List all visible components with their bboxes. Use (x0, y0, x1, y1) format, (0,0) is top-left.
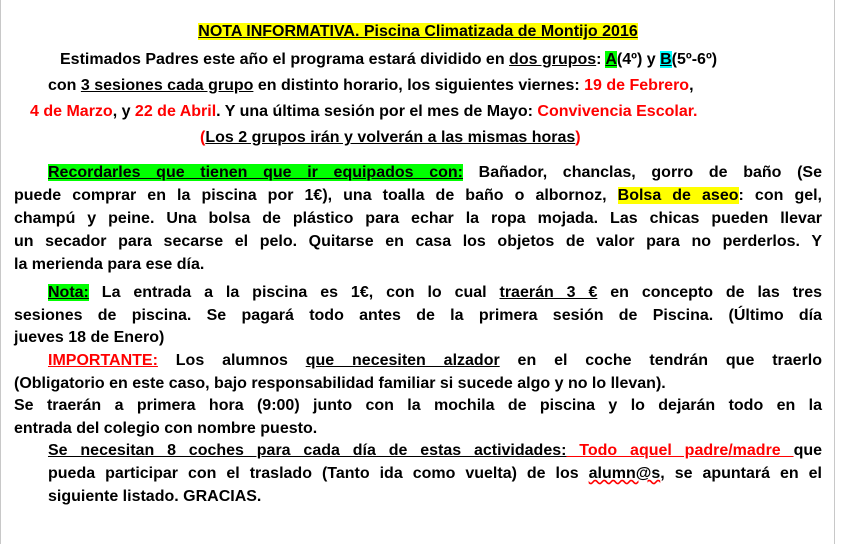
equipment-line-4: un secador para secarse el pelo. Quitarse en casa los objetos de valor para no perderlos. Y (14, 233, 822, 250)
convivencia-escolar: Convivencia Escolar. (537, 103, 698, 120)
nota-line-3: jueves 18 de Enero) (14, 329, 165, 346)
intro-line-2 (48, 76, 822, 98)
intro-text: Estimados Padres este año el programa estará dividido en (60, 51, 510, 68)
coches-line-2 (14, 464, 822, 486)
nota-text: en concepto de las tres (597, 284, 822, 301)
equipment-line-5: la merienda para ese día. (14, 256, 205, 273)
equipment-text: Bañador, chanclas, gorro de baño (Se (463, 164, 823, 181)
group-a-detail: (4º) y (616, 51, 661, 68)
intro-line-1 (60, 50, 822, 72)
date-19-febrero: 19 de Febrero (584, 77, 690, 94)
intro-text: . Y una última sesión por el mes de Mayo: (216, 103, 538, 120)
coches-label: Se necesitan 8 coches para cada día de estas actividades: (48, 442, 567, 459)
nota-line-2: sesiones de piscina. Se pagará todo antes de la primera sesión de Piscina. (Último día (14, 307, 822, 324)
padre-madre-text: Todo aquel padre/madre (566, 442, 794, 459)
equipment-line-3: champú y peine. Una bolsa de plástico para echar la ropa mojada. Las chicas pueden llevar (14, 210, 822, 227)
intro-text: con (48, 77, 81, 94)
page-left-edge (0, 0, 1, 544)
equipment-text: : con gel, (738, 187, 823, 204)
group-b-detail: (5º-6º) (671, 51, 718, 68)
coches-text: que (793, 442, 823, 459)
title-line (14, 22, 822, 44)
page-right-edge (834, 0, 835, 544)
intro-colon: : (596, 51, 606, 68)
date-4-marzo: 4 de Marzo (30, 103, 113, 120)
importante-line-1 (14, 351, 822, 373)
equipment-label: Recordarles que tienen que ir equipados con: (48, 164, 463, 181)
sesiones-text: 3 sesiones cada grupo (80, 77, 254, 94)
page-title: NOTA INFORMATIVA. Piscina Climatizada de Montijo 2016 (198, 23, 638, 40)
paren-open: ( (200, 129, 206, 146)
intro-comma: , (689, 77, 694, 94)
importante-text: en el coche tendrán que traerlo (499, 352, 822, 369)
coches-text: , se apuntará en el (660, 465, 822, 482)
importante-text: Los alumnos (157, 352, 306, 369)
date-22-abril: 22 de Abril (134, 103, 217, 120)
equipment-text: puede comprar en la piscina por 1€), una toalla de baño o albornoz, (14, 187, 618, 204)
importante-line-3: Se traerán a primera hora (9:00) junto con la mochila de piscina y lo dejarán todo en la (14, 397, 822, 414)
intro-line-3 (30, 102, 822, 124)
nota-line-1 (14, 283, 822, 305)
importante-line-4: entrada del colegio con nombre puesto. (14, 420, 318, 437)
traeran-amount: traerán 3 € (499, 284, 598, 301)
nota-label: Nota: (48, 284, 89, 301)
importante-label: IMPORTANTE: (48, 352, 158, 369)
importante-line-2: (Obligatorio en este caso, bajo responsabilidad familiar si sucede algo y no lo llevan). (14, 375, 666, 392)
intro-text: , y (112, 103, 135, 120)
equipment-line-1 (14, 163, 822, 185)
paren-close: ) (575, 129, 581, 146)
intro-text: en distinto horario, los siguientes viernes: (253, 77, 585, 94)
group-a: A (605, 51, 617, 68)
grupos-note: Los 2 grupos irán y volverán a las mismas horas (205, 129, 576, 146)
alumnos-text: alumn@s (588, 465, 661, 482)
coches-line-3: siguiente listado. GRACIAS. (48, 488, 262, 505)
nota-text: La entrada a la piscina es 1€, con lo cual (88, 284, 500, 301)
coches-text: pueda participar con el traslado (Tanto ida como vuelta) de los (48, 465, 589, 482)
alzador-text: que necesiten alzador (305, 352, 500, 369)
bolsa-de-aseo: Bolsa de aseo (617, 187, 739, 204)
coches-line-1 (14, 441, 822, 463)
dos-grupos: dos grupos (509, 51, 597, 68)
group-b: B (660, 51, 672, 68)
equipment-line-2 (14, 186, 822, 208)
intro-line-4 (200, 128, 822, 150)
